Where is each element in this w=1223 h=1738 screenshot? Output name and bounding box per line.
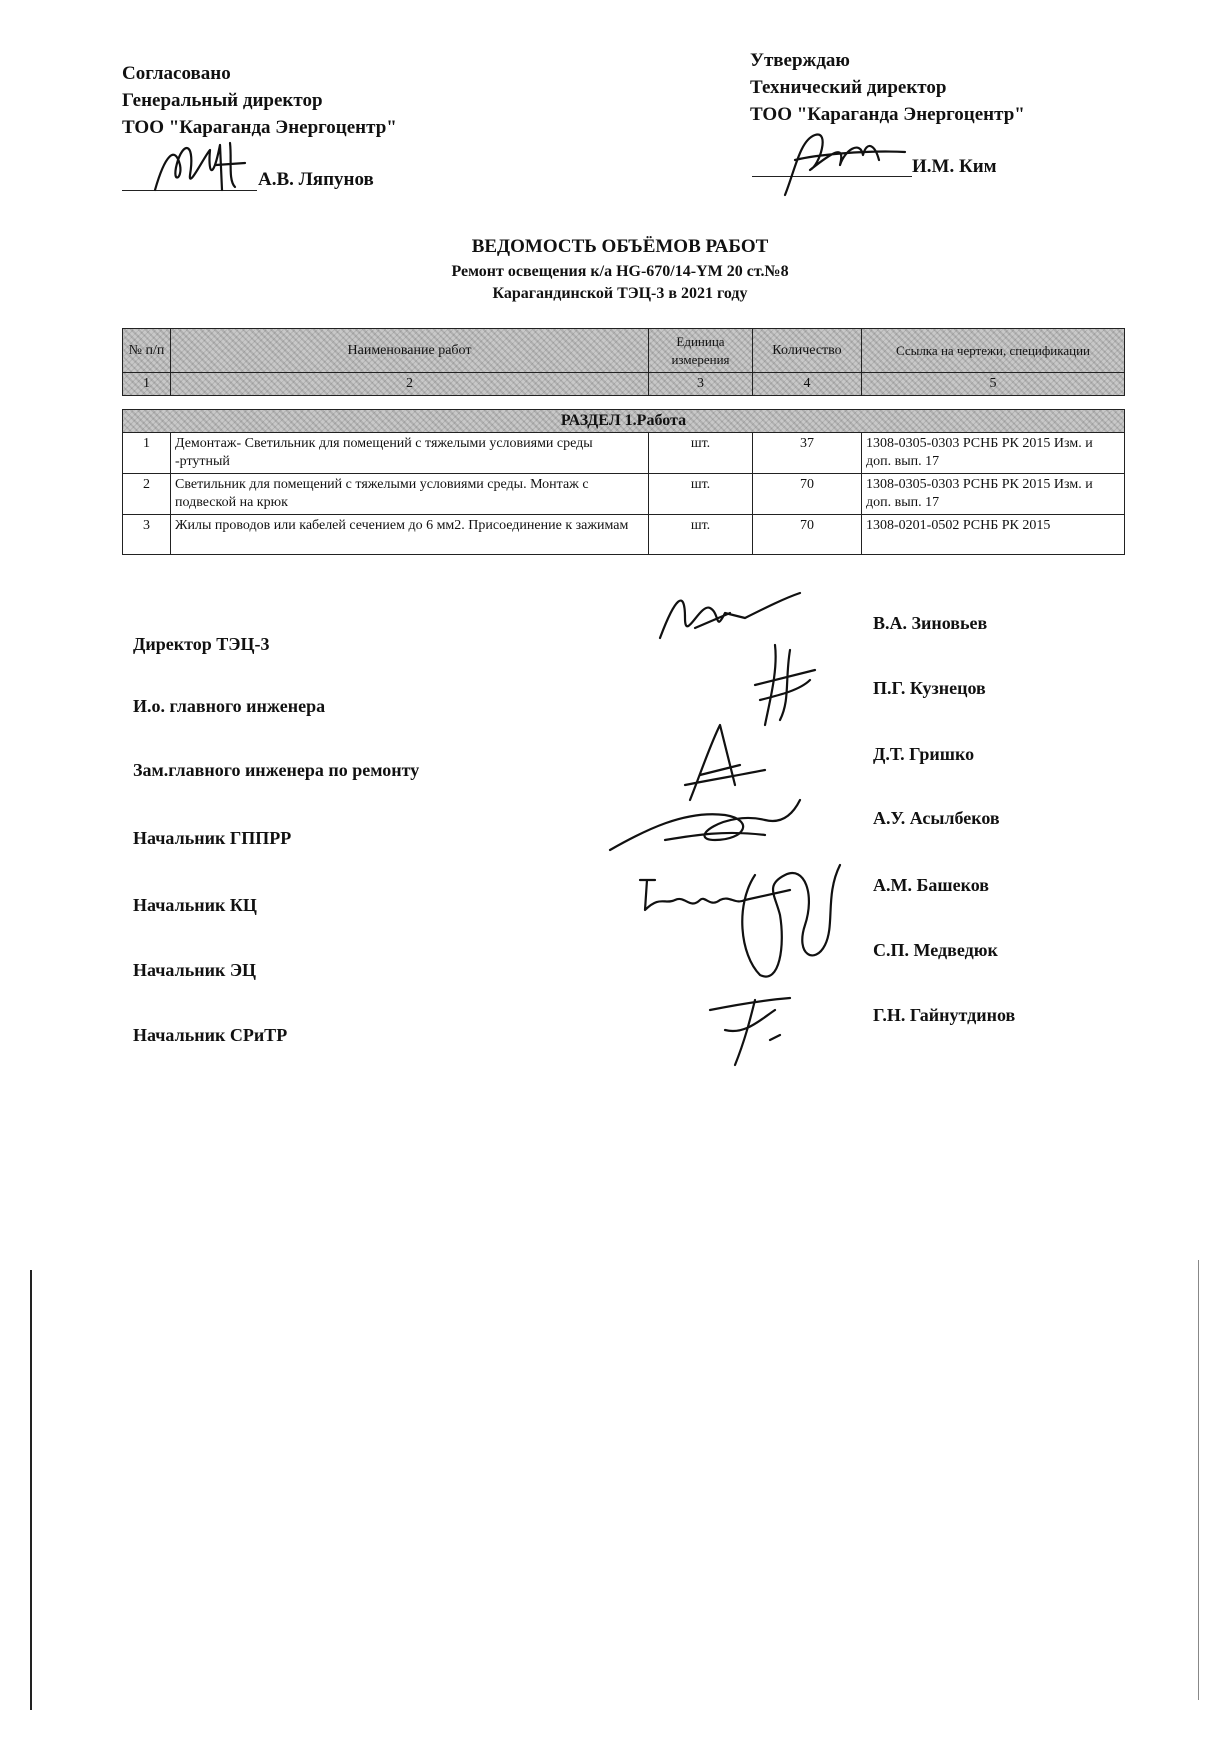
column-number: 2 <box>171 373 649 396</box>
approved-name: И.М. Ким <box>912 156 997 177</box>
row-unit: шт. <box>649 474 753 515</box>
row-unit: шт. <box>649 515 753 555</box>
agreed-company: ТОО "Караганда Энергоцентр" <box>122 117 397 138</box>
row-unit: шт. <box>649 433 753 474</box>
row-number: 2 <box>123 474 171 515</box>
signatory-role: Начальник ЭЦ <box>133 960 257 980</box>
row-quantity: 70 <box>753 474 862 515</box>
table-row <box>123 515 1125 555</box>
signatory-role: Начальник ГППРР <box>133 828 292 848</box>
scan-edge-mark <box>1198 1260 1199 1700</box>
section-row <box>123 410 1125 433</box>
header-cell: № п/п <box>123 329 171 373</box>
row-work-name: Демонтаж- Светильник для помещений с тяжелыми условиями среды -ртутный <box>171 433 649 474</box>
column-number: 1 <box>123 373 171 396</box>
column-number: 5 <box>862 373 1125 396</box>
signatory-role: Начальник КЦ <box>133 895 257 915</box>
works-table <box>122 328 1125 555</box>
header-cell: Наименование работ <box>171 329 649 373</box>
signatory-role: И.о. главного инженера <box>133 696 326 716</box>
signature-asylbekov <box>605 790 805 860</box>
row-reference: 1308-0201-0502 РСНБ РК 2015 <box>862 515 1125 555</box>
signatory-name: В.А. Зиновьев <box>873 613 988 633</box>
row-number: 3 <box>123 515 171 555</box>
row-work-name: Жилы проводов или кабелей сечением до 6 мм2. Присоединение к зажимам <box>171 515 649 555</box>
row-quantity: 70 <box>753 515 862 555</box>
agreed-label: Согласовано <box>122 63 231 84</box>
agreed-position: Генеральный директор <box>122 90 323 111</box>
column-number: 4 <box>753 373 862 396</box>
signature-medvedyuk <box>725 855 845 985</box>
signature-zinovyev <box>655 588 805 648</box>
row-number: 1 <box>123 433 171 474</box>
signatory-name: А.М. Башеков <box>873 875 989 895</box>
agreed-signature <box>150 135 260 195</box>
agreed-block <box>122 60 397 141</box>
signatory-name: П.Г. Кузнецов <box>873 678 986 698</box>
header-cell: Ссылка на чертежи, спецификации <box>862 329 1125 373</box>
agreed-name: А.В. Ляпунов <box>258 169 374 190</box>
signatory-name: Д.Т. Гришко <box>873 744 975 764</box>
header-cell: Количество <box>753 329 862 373</box>
approved-company: ТОО "Караганда Энергоцентр" <box>750 104 1025 125</box>
table-row <box>123 474 1125 515</box>
header-cell: Единица измерения <box>649 329 753 373</box>
approved-label: Утверждаю <box>750 50 850 71</box>
signatory-name: Г.Н. Гайнутдинов <box>873 1005 1016 1025</box>
document-title: ВЕДОМОСТЬ ОБЪЁМОВ РАБОТ <box>471 236 769 257</box>
row-reference: 1308-0305-0303 РСНБ РК 2015 Изм. и доп. вып. 17 <box>862 474 1125 515</box>
table-number-row <box>123 373 1125 396</box>
approved-signature <box>775 120 915 200</box>
signatory-role: Начальник СРиТР <box>133 1025 288 1045</box>
table-row <box>123 433 1125 474</box>
document-subtitle-2: Карагандинской ТЭЦ-3 в 2021 году <box>492 285 748 302</box>
document-subtitle: Ремонт освещения к/а HG-670/14-YM 20 ст.№8 <box>451 263 789 280</box>
spacer-row <box>123 396 1125 410</box>
table-header-row <box>123 329 1125 373</box>
signatory-name: С.П. Медведюк <box>873 940 998 960</box>
signature-gainutdinov <box>705 990 795 1070</box>
signatory-role: Директор ТЭЦ-3 <box>133 634 270 654</box>
row-quantity: 37 <box>753 433 862 474</box>
row-work-name: Светильник для помещений с тяжелыми условиями среды. Монтаж с подвеской на крюк <box>171 474 649 515</box>
signatory-role: Зам.главного инженера по ремонту <box>133 760 420 780</box>
approved-block <box>750 47 1025 128</box>
row-reference: 1308-0305-0303 РСНБ РК 2015 Изм. и доп. вып. 17 <box>862 433 1125 474</box>
signatory-name: А.У. Асылбеков <box>873 808 1000 828</box>
scan-edge-mark <box>30 1270 32 1710</box>
column-number: 3 <box>649 373 753 396</box>
section-title: РАЗДЕЛ 1.Работа <box>123 410 1125 433</box>
approved-position: Технический директор <box>750 77 947 98</box>
